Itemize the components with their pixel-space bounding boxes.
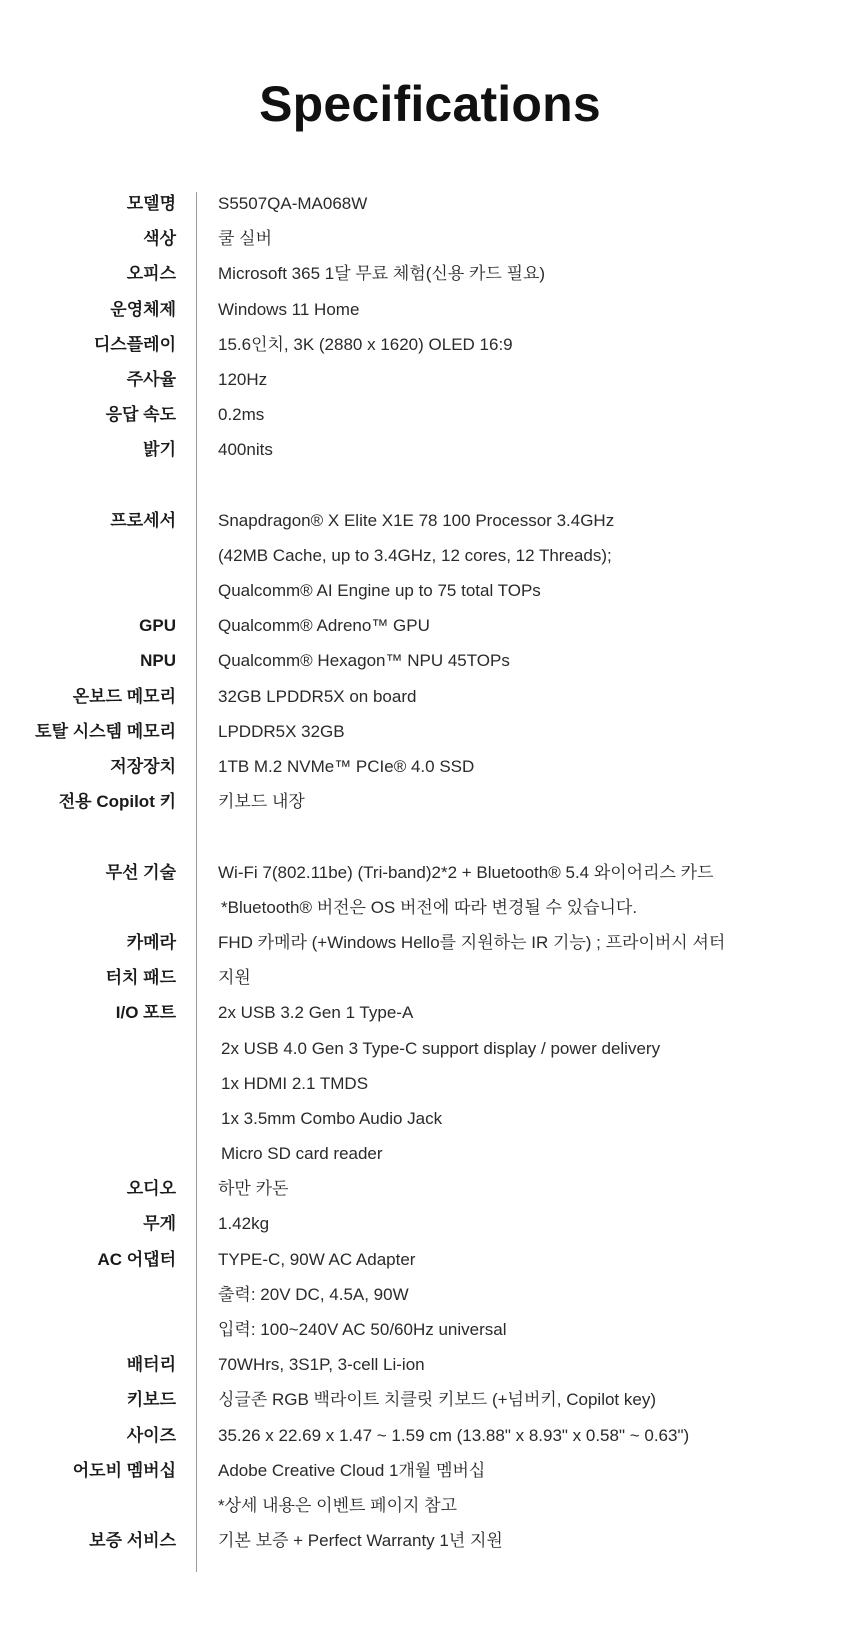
spec-value: FHD 카메라 (+Windows Hello를 지원하는 IR 기능) ; 프라이버시 셔터 xyxy=(218,932,726,952)
spec-value: 2x USB 3.2 Gen 1 Type-A xyxy=(218,1003,414,1023)
spec-value: 지원 xyxy=(218,968,251,988)
spec-label: 디스플레이 xyxy=(93,334,176,354)
spec-value: TYPE-C, 90W AC Adapter xyxy=(218,1249,416,1269)
spec-value: 1x HDMI 2.1 TMDS xyxy=(221,1073,369,1093)
spec-row xyxy=(0,714,860,749)
spec-row xyxy=(0,855,860,890)
spec-label: I/O 포트 xyxy=(115,1003,176,1023)
spec-value: 15.6인치, 3K (2880 x 1620) OLED 16:9 xyxy=(218,334,513,354)
spec-row xyxy=(0,573,860,608)
spec-row xyxy=(0,362,860,397)
spec-label: 터치 패드 xyxy=(105,968,176,988)
spec-row xyxy=(0,1523,860,1558)
spec-row xyxy=(0,1031,860,1066)
spec-value: Windows 11 Home xyxy=(218,299,360,319)
spec-label: NPU xyxy=(140,651,176,671)
spec-value: *Bluetooth® 버전은 OS 버전에 따라 변경될 수 있습니다. xyxy=(221,897,638,917)
spec-value: 1.42kg xyxy=(218,1214,270,1234)
spec-value: 70WHrs, 3S1P, 3-cell Li-ion xyxy=(218,1355,425,1375)
spec-value: LPDDR5X 32GB xyxy=(218,721,345,741)
spec-row xyxy=(0,643,860,678)
spec-value: 32GB LPDDR5X on board xyxy=(218,686,417,706)
spec-value: S5507QA-MA068W xyxy=(218,194,368,213)
spec-row xyxy=(0,1453,860,1488)
spec-row xyxy=(0,1312,860,1347)
spec-value: 0.2ms xyxy=(218,405,265,425)
spec-label: GPU xyxy=(139,616,176,636)
spec-row xyxy=(0,256,860,291)
spec-row xyxy=(0,186,860,221)
spec-label: 프로세서 xyxy=(110,510,176,530)
spec-value: Microsoft 365 1달 무료 체험(신용 카드 필요) xyxy=(218,264,546,284)
page-title: Specifications xyxy=(259,76,601,132)
spec-row xyxy=(0,1206,860,1241)
spec-value: 1x 3.5mm Combo Audio Jack xyxy=(221,1108,443,1128)
spec-label: 응답 속도 xyxy=(105,405,176,425)
spec-row xyxy=(0,925,860,960)
spec-label: 어도비 멤버십 xyxy=(72,1460,176,1480)
spec-row xyxy=(0,538,860,573)
spec-value: 400nits xyxy=(218,440,273,460)
spec-label: AC 어댑터 xyxy=(97,1249,176,1269)
spec-label: 카메라 xyxy=(126,932,176,952)
spec-value: Wi-Fi 7(802.11be) (Tri-band)2*2 + Bluetooth® 5.4 와이어리스 카드 xyxy=(218,862,714,882)
spec-row xyxy=(0,1277,860,1312)
spec-row xyxy=(0,749,860,784)
spec-label: 전용 Copilot 키 xyxy=(58,792,176,812)
spec-value: Micro SD card reader xyxy=(221,1144,383,1164)
spec-value: 35.26 x 22.69 x 1.47 ~ 1.59 cm (13.88" x 8.93" x 0.58" ~ 0.63") xyxy=(218,1425,690,1445)
spec-row xyxy=(0,608,860,643)
spec-row xyxy=(0,679,860,714)
spec-value: (42MB Cache, up to 3.4GHz, 12 cores, 12 Threads); xyxy=(218,545,612,565)
spec-label: 색상 xyxy=(143,229,176,249)
spec-row xyxy=(0,1066,860,1101)
spec-row xyxy=(0,468,860,503)
spec-row xyxy=(0,327,860,362)
spec-row xyxy=(0,432,860,467)
spec-row xyxy=(0,221,860,256)
spec-label: 주사율 xyxy=(126,369,176,389)
spec-value: 쿨 실버 xyxy=(218,229,272,249)
spec-value: 기본 보증 + Perfect Warranty 1년 지원 xyxy=(218,1531,503,1551)
spec-value: 120Hz xyxy=(218,369,268,389)
spec-label: 토탈 시스템 메모리 xyxy=(35,721,176,741)
spec-value: 입력: 100~240V AC 50/60Hz universal xyxy=(218,1320,507,1339)
spec-value: 하만 카돈 xyxy=(218,1179,289,1199)
spec-row xyxy=(0,1101,860,1136)
spec-row xyxy=(0,292,860,327)
spec-label: 오피스 xyxy=(126,264,176,284)
spec-row xyxy=(0,397,860,432)
spec-row xyxy=(0,819,860,854)
spec-value: *상세 내용은 이벤트 페이지 참고 xyxy=(218,1495,457,1515)
spec-row xyxy=(0,1136,860,1171)
spec-label: 온보드 메모리 xyxy=(72,686,176,706)
spec-row xyxy=(0,784,860,819)
spec-value: 키보드 내장 xyxy=(218,792,305,812)
spec-row xyxy=(0,503,860,538)
spec-label: 보증 서비스 xyxy=(89,1531,176,1551)
spec-value: 싱글존 RGB 백라이트 치클릿 키보드 (+넘버키, Copilot key) xyxy=(218,1390,656,1410)
spec-label: 운영체제 xyxy=(110,299,176,319)
spec-table xyxy=(0,186,860,1558)
spec-label: 저장장치 xyxy=(110,757,176,776)
spec-row xyxy=(0,1382,860,1417)
spec-row xyxy=(0,1242,860,1277)
spec-value: Qualcomm® AI Engine up to 75 total TOPs xyxy=(218,581,541,601)
spec-row xyxy=(0,960,860,995)
spec-row xyxy=(0,995,860,1030)
spec-value: Qualcomm® Hexagon™ NPU 45TOPs xyxy=(218,651,510,671)
spec-row xyxy=(0,1171,860,1206)
spec-label: 밝기 xyxy=(143,440,176,460)
spec-label: 무선 기술 xyxy=(105,862,176,882)
spec-value: 2x USB 4.0 Gen 3 Type-C support display / power delivery xyxy=(221,1038,661,1058)
spec-label: 모델명 xyxy=(126,194,176,213)
spec-row xyxy=(0,1418,860,1453)
spec-row xyxy=(0,890,860,925)
spec-row xyxy=(0,1347,860,1382)
spec-value: Qualcomm® Adreno™ GPU xyxy=(218,616,430,636)
spec-value: Adobe Creative Cloud 1개월 멤버십 xyxy=(218,1460,486,1480)
spec-label: 배터리 xyxy=(126,1355,176,1375)
spec-value: 출력: 20V DC, 4.5A, 90W xyxy=(218,1284,409,1304)
spec-value: 1TB M.2 NVMe™ PCIe® 4.0 SSD xyxy=(218,757,475,776)
spec-row xyxy=(0,1488,860,1523)
spec-label: 키보드 xyxy=(126,1390,176,1410)
spec-value: Snapdragon® X Elite X1E 78 100 Processor 3.4GHz xyxy=(218,510,615,530)
spec-label: 사이즈 xyxy=(126,1425,176,1445)
spec-label: 무게 xyxy=(143,1214,176,1234)
spec-label: 오디오 xyxy=(126,1179,176,1199)
